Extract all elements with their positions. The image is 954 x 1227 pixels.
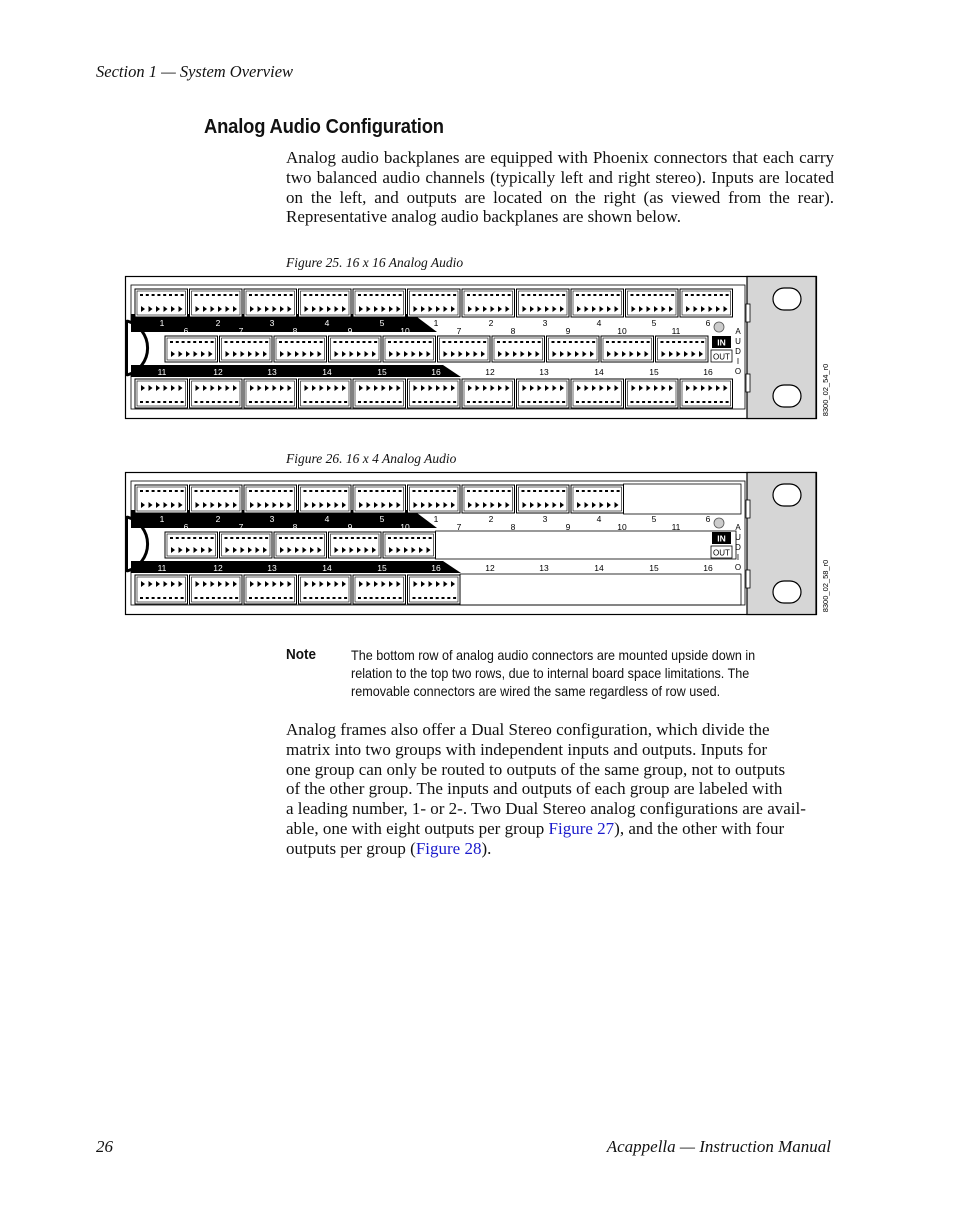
phoenix-connector xyxy=(135,485,188,513)
phoenix-connector xyxy=(438,336,491,362)
port-number: 11 xyxy=(671,522,681,532)
phoenix-connector xyxy=(547,336,600,362)
running-header: Section 1 — System Overview xyxy=(96,62,294,81)
port-number: 14 xyxy=(322,367,332,377)
phoenix-connector xyxy=(135,379,188,408)
ear-tab xyxy=(746,374,750,392)
port-number: 4 xyxy=(324,318,330,328)
figure-26-backplane xyxy=(125,472,830,615)
phoenix-connector xyxy=(190,575,243,604)
mounting-hole xyxy=(773,385,801,407)
phoenix-connector xyxy=(165,532,218,558)
port-number: 10 xyxy=(400,326,410,336)
audio-letter: A xyxy=(735,327,741,336)
phoenix-connector xyxy=(299,379,352,408)
phoenix-connector xyxy=(165,336,218,362)
phoenix-connector xyxy=(329,336,382,362)
ear-tab xyxy=(746,570,750,588)
port-number: 9 xyxy=(565,522,571,532)
audio-letter: U xyxy=(735,337,741,346)
figure-25-backplane xyxy=(125,276,830,419)
phoenix-connector xyxy=(517,289,570,317)
phoenix-connector xyxy=(601,336,654,362)
phoenix-connector xyxy=(626,289,679,317)
mounting-hole xyxy=(773,288,801,310)
intro-paragraph: Analog audio backplanes are equipped with Phoenix connectors that each carry two balanced audio channels (typically left and right stereo). Inputs are located on the left, and outputs are located on the right (as viewed from the rear). Representative analog audio backplanes are shown below. xyxy=(286,148,834,227)
phoenix-connector xyxy=(244,379,297,408)
port-number: 3 xyxy=(542,318,548,328)
phoenix-connector xyxy=(383,532,436,558)
port-number: 11 xyxy=(157,367,167,377)
in-label: IN xyxy=(717,533,726,544)
port-number: 5 xyxy=(379,318,385,328)
port-number: 7 xyxy=(456,522,462,532)
port-number: 16 xyxy=(703,367,713,377)
phoenix-connector xyxy=(517,379,570,408)
audio-letter: D xyxy=(735,347,741,356)
figure-26-caption: Figure 26. 16 x 4 Analog Audio xyxy=(286,451,457,466)
port-number: 5 xyxy=(651,514,657,524)
audio-letter: U xyxy=(735,533,741,542)
figure-28-link[interactable]: Figure 28 xyxy=(415,838,482,858)
port-number: 12 xyxy=(213,367,223,377)
phoenix-connector xyxy=(462,289,515,317)
phoenix-connector xyxy=(408,485,461,513)
audio-letter: O xyxy=(734,563,742,572)
phoenix-connector xyxy=(299,485,352,513)
port-number: 12 xyxy=(485,563,495,573)
phoenix-connector xyxy=(408,289,461,317)
port-number: 8 xyxy=(292,326,298,336)
port-number: 2 xyxy=(215,318,221,328)
phoenix-connector xyxy=(656,336,709,362)
port-number: 3 xyxy=(542,514,548,524)
phoenix-connector xyxy=(492,336,545,362)
audio-letter: I xyxy=(736,553,740,562)
phoenix-connector xyxy=(383,336,436,362)
note-label: Note xyxy=(286,646,317,663)
phoenix-connector xyxy=(680,379,733,408)
figure-code: 8300_02_54_r0 xyxy=(821,363,830,417)
mounting-hole xyxy=(773,484,801,506)
phoenix-connector xyxy=(220,532,273,558)
page-number: 26 xyxy=(96,1137,113,1156)
phoenix-connector xyxy=(329,532,382,558)
port-number: 6 xyxy=(183,326,189,336)
port-number: 6 xyxy=(183,522,189,532)
port-number: 13 xyxy=(267,563,277,573)
dual-stereo-paragraph: Analog frames also offer a Dual Stereo configuration, which divide the matrix into two groups with independent inputs and outputs. Inputs for one group can only be routed to outputs of the same group, not to outputs of the other group. The inputs and outputs of each group are labeled with a leading number, 1- or 2-. Two Dual Stereo analog configurations are avail- able, one with eight outputs per group Figure 27), and the other with four outputs per group (Figure 28). xyxy=(286,720,806,858)
port-number: 4 xyxy=(596,318,602,328)
figure-27-link[interactable]: Figure 27 xyxy=(548,818,615,838)
port-number: 9 xyxy=(347,522,353,532)
port-number: 12 xyxy=(213,563,223,573)
phoenix-connector xyxy=(408,379,461,408)
port-number: 15 xyxy=(649,367,659,377)
phoenix-connector xyxy=(299,289,352,317)
phoenix-connector xyxy=(517,485,570,513)
port-number: 1 xyxy=(159,514,165,524)
port-number: 9 xyxy=(565,326,571,336)
bottom-label-band xyxy=(131,561,461,573)
phoenix-connector xyxy=(462,485,515,513)
out-label: OUT xyxy=(713,548,730,558)
port-number: 13 xyxy=(267,367,277,377)
figure-25-caption: Figure 25. 16 x 16 Analog Audio xyxy=(286,255,464,270)
phoenix-connector xyxy=(190,379,243,408)
port-number: 2 xyxy=(215,514,221,524)
port-number: 8 xyxy=(292,522,298,532)
port-number: 12 xyxy=(485,367,495,377)
port-number: 13 xyxy=(539,367,549,377)
in-label: IN xyxy=(717,337,726,348)
ear-tab xyxy=(746,304,750,322)
phoenix-connector xyxy=(244,289,297,317)
port-number: 15 xyxy=(649,563,659,573)
status-led xyxy=(714,322,724,332)
figure-code: 8300_02_58_r0 xyxy=(821,559,830,613)
out-label: OUT xyxy=(713,352,730,362)
port-number: 1 xyxy=(433,514,439,524)
phoenix-connector xyxy=(408,575,461,604)
phoenix-connector xyxy=(680,289,733,317)
port-number: 6 xyxy=(705,514,711,524)
bottom-label-band xyxy=(131,365,461,377)
port-number: 10 xyxy=(400,522,410,532)
port-number: 3 xyxy=(269,318,275,328)
ear-tab xyxy=(746,500,750,518)
phoenix-connector xyxy=(190,289,243,317)
phoenix-connector xyxy=(571,485,624,513)
port-number: 4 xyxy=(596,514,602,524)
status-led xyxy=(714,518,724,528)
port-number: 7 xyxy=(456,326,462,336)
phoenix-connector xyxy=(244,575,297,604)
port-number: 13 xyxy=(539,563,549,573)
port-number: 5 xyxy=(379,514,385,524)
port-number: 10 xyxy=(617,522,627,532)
port-number: 14 xyxy=(322,563,332,573)
note-text: The bottom row of analog audio connectors are mounted upside down in relation to the top two rows, due to internal board space limitations. The removable connectors are wired the same regardless of row used. xyxy=(351,647,756,699)
port-number: 10 xyxy=(617,326,627,336)
mounting-hole xyxy=(773,581,801,603)
port-number: 1 xyxy=(159,318,165,328)
phoenix-connector xyxy=(220,336,273,362)
phoenix-connector xyxy=(571,379,624,408)
port-number: 6 xyxy=(705,318,711,328)
port-number: 16 xyxy=(431,563,441,573)
phoenix-connector xyxy=(353,379,406,408)
port-number: 5 xyxy=(651,318,657,328)
phoenix-connector xyxy=(190,485,243,513)
port-number: 1 xyxy=(433,318,439,328)
audio-letter: I xyxy=(736,357,740,366)
port-number: 11 xyxy=(157,563,167,573)
phoenix-connector xyxy=(353,575,406,604)
port-number: 4 xyxy=(324,514,330,524)
port-number: 14 xyxy=(594,367,604,377)
port-number: 11 xyxy=(671,326,681,336)
phoenix-connector xyxy=(353,485,406,513)
port-number: 2 xyxy=(488,318,494,328)
audio-letter: D xyxy=(735,543,741,552)
port-number: 14 xyxy=(594,563,604,573)
phoenix-connector xyxy=(571,289,624,317)
section-title: Analog Audio Configuration xyxy=(204,116,444,138)
port-number: 9 xyxy=(347,326,353,336)
phoenix-connector xyxy=(274,532,327,558)
port-number: 16 xyxy=(431,367,441,377)
manual-title: Acappella — Instruction Manual xyxy=(606,1137,831,1156)
phoenix-connector xyxy=(462,379,515,408)
phoenix-connector xyxy=(244,485,297,513)
port-number: 15 xyxy=(377,367,387,377)
phoenix-connector xyxy=(135,289,188,317)
audio-letter: O xyxy=(734,367,742,376)
port-number: 8 xyxy=(510,326,516,336)
phoenix-connector xyxy=(299,575,352,604)
port-number: 2 xyxy=(488,514,494,524)
port-number: 7 xyxy=(238,326,244,336)
phoenix-connector xyxy=(353,289,406,317)
port-number: 8 xyxy=(510,522,516,532)
port-number: 15 xyxy=(377,563,387,573)
phoenix-connector xyxy=(626,379,679,408)
port-number: 16 xyxy=(703,563,713,573)
port-number: 7 xyxy=(238,522,244,532)
port-number: 3 xyxy=(269,514,275,524)
phoenix-connector xyxy=(274,336,327,362)
audio-letter: A xyxy=(735,523,741,532)
phoenix-connector xyxy=(135,575,188,604)
